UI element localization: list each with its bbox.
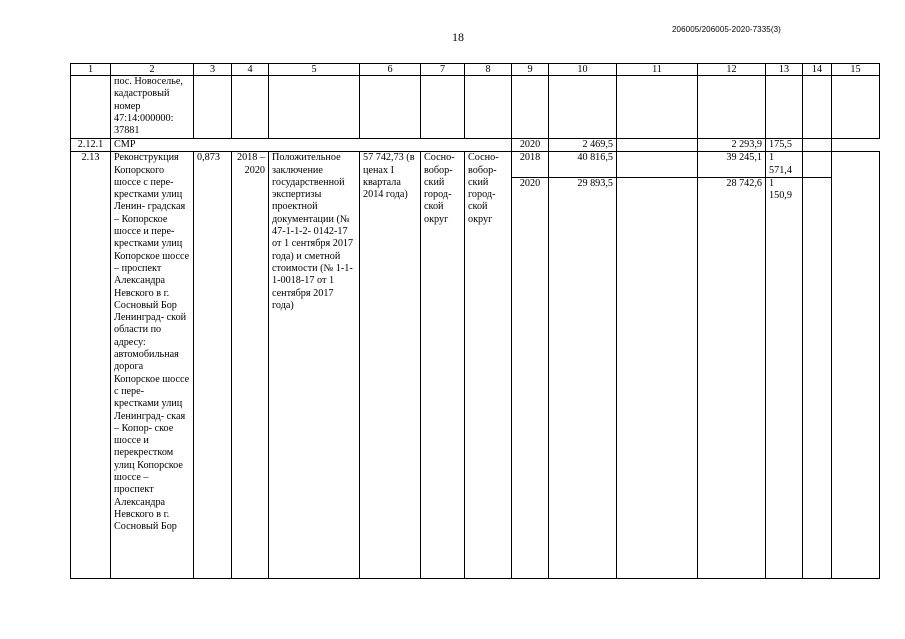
object-name-cell: Реконструкция Копорского шоссе с пере- крестками улиц Ленин- градская – Копорское шоссе и пере- крестками улиц Копорское шоссе – проспект Александра Невского в г. Сосновый Бор Ленинград- ской области по адресу: автомобильная дорога Копорское шоссе с пере- крестками улиц Ленинград- ская – Копор- ское шоссе и перекрестком улиц Копорское шоссе – проспект Александра Невского в г. Сосновый Бор (111, 152, 194, 579)
cell (617, 139, 698, 152)
total-cell: 2 469,5 (549, 139, 617, 152)
row-number-cell: 2.13 (71, 152, 111, 579)
col-header-13: 13 (766, 64, 803, 76)
total-cell: 40 816,5 (549, 152, 617, 178)
col-header-8: 8 (465, 64, 512, 76)
period-cell: 2018 – 2020 (232, 152, 269, 579)
cell (465, 76, 512, 139)
year-cell: 2020 (512, 139, 549, 152)
col-header-11: 11 (617, 64, 698, 76)
col-header-5: 5 (269, 64, 360, 76)
cell (832, 76, 880, 139)
cell (832, 139, 880, 152)
cell (803, 76, 832, 139)
col-header-10: 10 (549, 64, 617, 76)
amount-cell: 1 571,4 (766, 152, 803, 178)
amount-cell: 175,5 (766, 139, 803, 152)
col-header-15: 15 (832, 64, 880, 76)
year-cell: 2018 (512, 152, 549, 178)
col-header-12: 12 (698, 64, 766, 76)
amount-cell: 28 742,6 (698, 177, 766, 578)
cell (698, 76, 766, 139)
cell (803, 177, 832, 578)
amount-cell: 2 293,9 (698, 139, 766, 152)
cell (421, 76, 465, 139)
col-header-2: 2 (111, 64, 194, 76)
col-header-6: 6 (360, 64, 421, 76)
table-row-2-13-a (71, 152, 880, 178)
col-header-3: 3 (194, 64, 232, 76)
cell (617, 152, 698, 178)
object-location-cell: пос. Новоселье, кадастровый номер 47:14:000000: 37881 (111, 76, 194, 139)
customer-cell: Сосно- вобор- ский город- ской округ (465, 152, 512, 579)
row-number-cell: 2.12.1 (71, 139, 111, 152)
amount-cell: 39 245,1 (698, 152, 766, 178)
cell (360, 76, 421, 139)
cell (512, 76, 549, 139)
row-title-cell: СМР (111, 139, 512, 152)
capacity-cell: 0,873 (194, 152, 232, 579)
cell (232, 76, 269, 139)
cell (194, 76, 232, 139)
estimated-cost-cell: 57 742,73 (в ценах I квартала 2014 года) (360, 152, 421, 579)
page-number: 18 (452, 30, 464, 44)
amount-cell: 1 150,9 (766, 177, 803, 578)
owner-cell: Сосно- вобор- ский город- ской округ (421, 152, 465, 579)
total-cell: 29 893,5 (549, 177, 617, 578)
table-row-continuation (71, 76, 880, 139)
cell (71, 76, 111, 139)
col-header-9: 9 (512, 64, 549, 76)
col-header-14: 14 (803, 64, 832, 76)
expertise-cell: Положительное заключение государственной экспертизы проектной документации (№ 47-1-1-2- 0142-17 от 1 сентября 2017 года) и сметной стоимости (№ 1-1-1-0018-17 от 1 сентября 2017 года) (269, 152, 360, 579)
cell (617, 76, 698, 139)
budget-table (70, 63, 880, 579)
table-row-2-12-1 (71, 139, 880, 152)
cell (803, 152, 832, 178)
col-header-1: 1 (71, 64, 111, 76)
year-cell: 2020 (512, 177, 549, 578)
cell (832, 152, 880, 579)
document-id: 206005/206005-2020-7335(3) (672, 25, 781, 34)
cell (269, 76, 360, 139)
col-header-7: 7 (421, 64, 465, 76)
cell (803, 139, 832, 152)
col-header-4: 4 (232, 64, 269, 76)
cell (617, 177, 698, 578)
cell (549, 76, 617, 139)
column-number-row (71, 64, 880, 76)
cell (766, 76, 803, 139)
